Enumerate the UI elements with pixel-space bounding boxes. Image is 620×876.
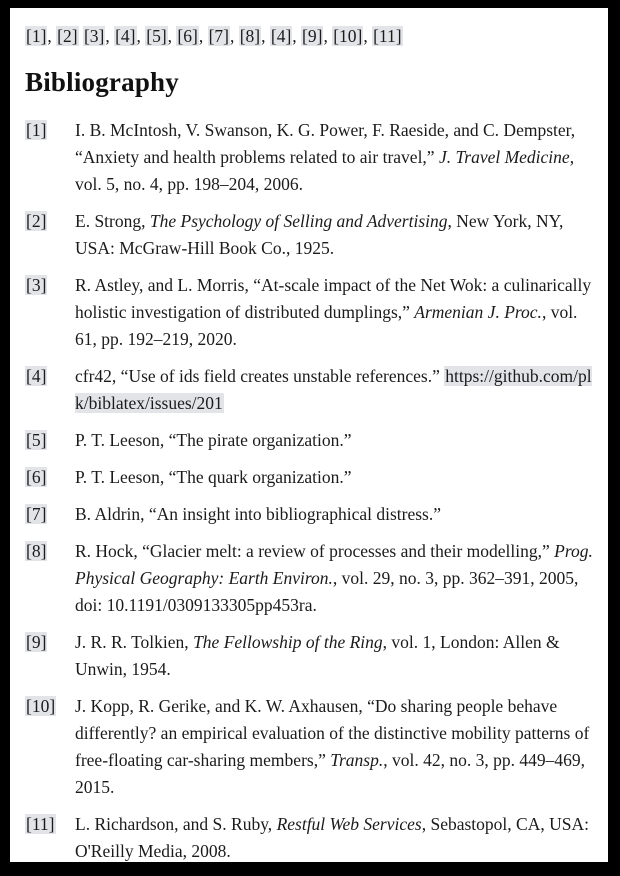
reference-text <box>75 272 595 353</box>
reference-item <box>25 538 595 619</box>
reference-item <box>25 117 595 198</box>
reference-text-segment: , Sebastopol, CA, USA: O'Reilly Media, 2008. <box>75 814 589 861</box>
citation-link[interactable]: [7] <box>208 26 229 46</box>
citation-link[interactable]: [8] <box>239 26 261 46</box>
reference-number-column <box>25 464 75 491</box>
citation-link[interactable]: [2] <box>57 26 78 46</box>
reference-text-segment: R. Hock, “Glacier melt: a review of processes and their modelling,” <box>75 541 555 561</box>
reference-label-link[interactable]: [5] <box>26 430 47 450</box>
page-title: Bibliography <box>25 67 179 97</box>
citation-link[interactable]: [10] <box>333 26 363 46</box>
work-title-italic: The Fellowship of the Ring <box>193 632 383 652</box>
citation-link[interactable]: [11] <box>373 26 402 46</box>
reference-text-segment: cfr42, “Use of ids field creates unstable references.” <box>75 366 445 386</box>
reference-text-segment: R. Astley, and L. Morris, “At-scale impact of the Net Wok: a culinarically holistic investigation of distributed dumplings,” <box>75 275 592 322</box>
reference-text-segment: , vol. 61, pp. 192–219, 2020. <box>75 302 578 349</box>
work-title-italic: The Psychology of Selling and Advertising <box>149 211 448 231</box>
reference-number-column <box>25 501 75 528</box>
reference-text <box>75 427 595 454</box>
work-title-italic: Transp. <box>330 750 384 770</box>
reference-text-segment: E. Strong, <box>75 211 150 231</box>
reference-text <box>75 693 595 801</box>
citation-separator: , <box>363 26 373 46</box>
reference-item <box>25 363 595 417</box>
citation-link[interactable]: [1] <box>26 26 47 46</box>
citation-separator: , <box>47 26 57 46</box>
reference-label-link[interactable]: [4] <box>26 366 47 386</box>
work-title-italic: Armenian J. Proc. <box>414 302 542 322</box>
reference-text-segment: , vol. 5, no. 4, pp. 198–204, 2006. <box>75 147 575 194</box>
reference-text-segment: , New York, NY, USA: McGraw-Hill Book Co., 1925. <box>75 211 564 258</box>
citation-link[interactable]: [4] <box>115 26 136 46</box>
reference-text-segment: L. Richardson, and S. Ruby, <box>75 814 277 834</box>
reference-item <box>25 501 595 528</box>
reference-label-link[interactable]: [11] <box>26 814 55 834</box>
citation-separator: , <box>136 26 146 46</box>
reference-label-link[interactable]: [7] <box>26 504 47 524</box>
document-page <box>10 8 608 862</box>
reference-text-segment: J. R. R. Tolkien, <box>75 632 194 652</box>
reference-number-column <box>25 629 75 656</box>
reference-text-segment: I. B. McIntosh, V. Swanson, K. G. Power, F. Raeside, and C. Dempster, “Anxiety and health problems related to air travel,” <box>75 120 576 167</box>
reference-text <box>75 117 595 198</box>
citation-link[interactable]: [4] <box>270 26 292 46</box>
reference-text-segment: P. T. Leeson, “The pirate organization.” <box>75 430 352 450</box>
reference-number-column <box>25 117 75 144</box>
reference-item <box>25 427 595 454</box>
reference-number-column <box>25 272 75 299</box>
work-title-italic: J. Travel Medicine <box>438 147 570 167</box>
reference-text <box>75 208 595 262</box>
reference-item <box>25 629 595 683</box>
reference-item <box>25 272 595 353</box>
reference-number-column <box>25 811 75 838</box>
citation-separator: , <box>292 26 302 46</box>
citation-link[interactable]: [9] <box>302 26 323 46</box>
citation-separator: , <box>167 26 177 46</box>
reference-number-column <box>25 427 75 454</box>
reference-text <box>75 501 595 528</box>
citation-separator: , <box>229 26 239 46</box>
citation-separator: , <box>323 26 333 46</box>
citation-link[interactable]: [5] <box>146 26 167 46</box>
reference-text <box>75 538 595 619</box>
reference-url-link[interactable]: https://github.com/plk/biblatex/issues/201 <box>75 366 592 413</box>
citation-link[interactable]: [6] <box>177 26 198 46</box>
reference-label-link[interactable]: [1] <box>26 120 47 140</box>
reference-text <box>75 363 595 417</box>
reference-text <box>75 811 595 862</box>
reference-number-column <box>25 363 75 390</box>
reference-text-segment: P. T. Leeson, “The quark organization.” <box>75 467 352 487</box>
reference-text <box>75 464 595 491</box>
citation-line <box>25 23 595 50</box>
work-title-italic: Restful Web Services <box>276 814 422 834</box>
reference-list <box>25 117 595 862</box>
reference-text-segment: B. Aldrin, “An insight into bibliographical distress.” <box>75 504 442 524</box>
reference-label-link[interactable]: [6] <box>26 467 47 487</box>
reference-text <box>75 629 595 683</box>
citation-link[interactable]: [3] <box>83 26 105 46</box>
reference-item <box>25 693 595 801</box>
reference-text-segment: J. Kopp, R. Gerike, and K. W. Axhausen, “Do sharing people behave differently? an empirical evaluation of the distinctive mobility patterns of free-floating car-sharing members,” <box>75 696 590 770</box>
reference-item <box>25 811 595 862</box>
reference-number-column <box>25 538 75 565</box>
citation-separator: , <box>261 26 270 46</box>
citation-separator: , <box>198 26 208 46</box>
reference-item <box>25 464 595 491</box>
reference-number-column <box>25 208 75 235</box>
reference-number-column <box>25 693 75 720</box>
reference-text-segment: , vol. 1, London: Allen & Unwin, 1954. <box>75 632 560 679</box>
reference-text-segment: , vol. 42, no. 3, pp. 449–469, 2015. <box>75 750 585 797</box>
reference-label-link[interactable]: [3] <box>26 275 47 295</box>
reference-label-link[interactable]: [8] <box>26 541 47 561</box>
reference-item <box>25 208 595 262</box>
reference-text-segment: , vol. 29, no. 3, pp. 362–391, 2005, doi: 10.1191/0309133305pp453ra. <box>75 568 579 615</box>
reference-label-link[interactable]: [9] <box>26 632 47 652</box>
citation-separator: , <box>105 26 115 46</box>
work-title-italic: Prog. Physical Geography: Earth Environ. <box>75 541 593 588</box>
reference-label-link[interactable]: [10] <box>26 696 56 716</box>
reference-label-link[interactable]: [2] <box>26 211 47 231</box>
